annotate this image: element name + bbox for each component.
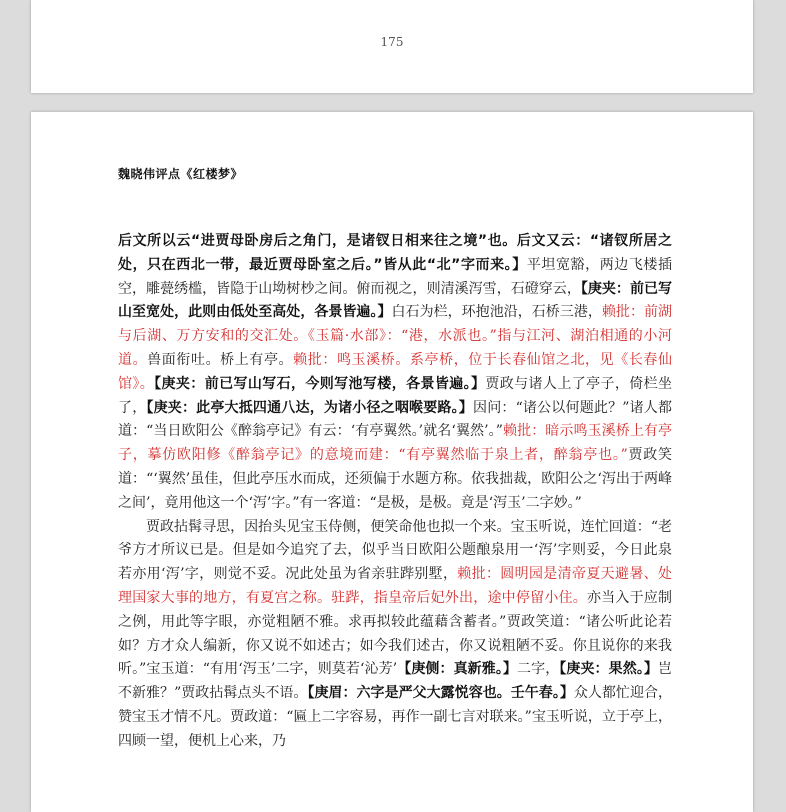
commentary-bold: 【庚夹：果然。】 <box>559 661 659 678</box>
body-text <box>118 230 672 754</box>
commentary-red: 赖批：前湖与后湖、万方安和的交汇处。《玉篇·水部》：“港，水派也。”指与江河、湖泊相通的小河道。 <box>118 304 673 368</box>
main-text: 兽面衔吐。桥上有亭。 <box>147 351 294 368</box>
previous-page <box>31 0 753 93</box>
commentary-red: 赖批：圆明园是清帝夏天避暑、处理国家大事的地方，有夏宫之称。驻跸，指皇帝后妃外出，途中停留小住。 <box>118 566 672 606</box>
main-text: 贾政拈髯寻思，因抬头见宝玉侍侧，便笑命他也拟一个来。宝玉听说，连忙回道：“老爷方才所议已是。但是如今追究了去，似乎当日欧阳公题酿泉用一‘泻’字则妥，今日此泉若亦用‘泻’字，则觉不妥。况此处虽为省亲驻跸别墅， <box>118 518 672 583</box>
commentary-bold: 后文所以云“进贾母卧房后之角门，是诸钗日相来往之境”也。后文又云：“诸钗所居之处，只在西北一带，最近贾母卧室之后。”皆从此“北”字而来。】 <box>118 233 672 273</box>
main-text: 贾政笑道：“‘翼然’虽佳，但此亭压水而成，还须偏于水题方称。依我拙裁，欧阳公之‘泻出于两峰之间’，竟用他这一个‘泻’字。”有一客道：“是极，是极。竟是‘泻玉’二字妙。” <box>118 447 673 511</box>
paragraph <box>118 230 672 516</box>
paragraph <box>118 516 672 754</box>
commentary-red: 赖批：暗示鸣玉溪桥上有亭子，摹仿欧阳修《醉翁亭记》的意境而建：“有亭翼然临于泉上者，醉翁亭也。” <box>118 423 673 464</box>
commentary-red: 赖批：鸣玉溪桥。系亭桥，位于长春仙馆之北，见《长春仙馆》。 <box>118 351 673 392</box>
main-text: 二字， <box>517 661 560 678</box>
commentary-bold: 【庚夹：此亭大抵四通八达，为诸小径之咽喉要路。】 <box>146 399 473 416</box>
main-text: 众人都忙迎合，赞宝玉才情不凡。贾政道：“匾上二字容易，再作一副七言对联来。”宝玉听说，立于亭上，四顾一望，便机上心来，乃 <box>118 685 672 749</box>
commentary-bold: 【庚夹：前已写山至宽处，此则由低处至高处，各景皆遍。】 <box>118 280 673 321</box>
commentary-bold: 【庚眉：六字是严父大露悦容也。壬午春。】 <box>307 685 574 702</box>
commentary-bold: 【庚侧：真新雅。】 <box>397 661 518 678</box>
main-text: 白石为栏，环抱池沿，石桥三港， <box>391 304 602 321</box>
main-text: 平坦宽豁，两边飞楼插空，雕甍绣槛，皆隐于山坳树杪之间。俯而视之，则清溪泻雪，石磴穿云， <box>118 256 672 297</box>
running-head: 魏晓伟评点《红楼梦》 <box>118 167 244 181</box>
page-number: 175 <box>380 35 404 49</box>
main-text: 岂不新雅？”贾政拈髯点头不语。 <box>118 661 673 702</box>
main-text: 亦当入于应制之例，用此等字眼，亦觉粗陋不雅。求再拟较此蕴藉含蓄者。”贾政笑道：“诸公听此论若如？方才众人编新，你又说不如述古；如今我们述古，你又说粗陋不妥。你且说你的来我听。”宝玉道：“有用‘泻玉’二字，则莫若‘沁芳’ <box>118 589 673 678</box>
current-page <box>31 112 753 812</box>
main-text: 贾政与诸人上了亭子，倚栏坐了， <box>118 375 673 416</box>
main-text: 因问：“诸公以何题此？”诸人都道：“当日欧阳公《醉翁亭记》有云：‘有亭翼然。’就名‘翼然’。” <box>118 399 672 440</box>
commentary-bold: 【庚夹：前已写山写石，今则写池写楼，各景皆遍。】 <box>154 375 486 392</box>
